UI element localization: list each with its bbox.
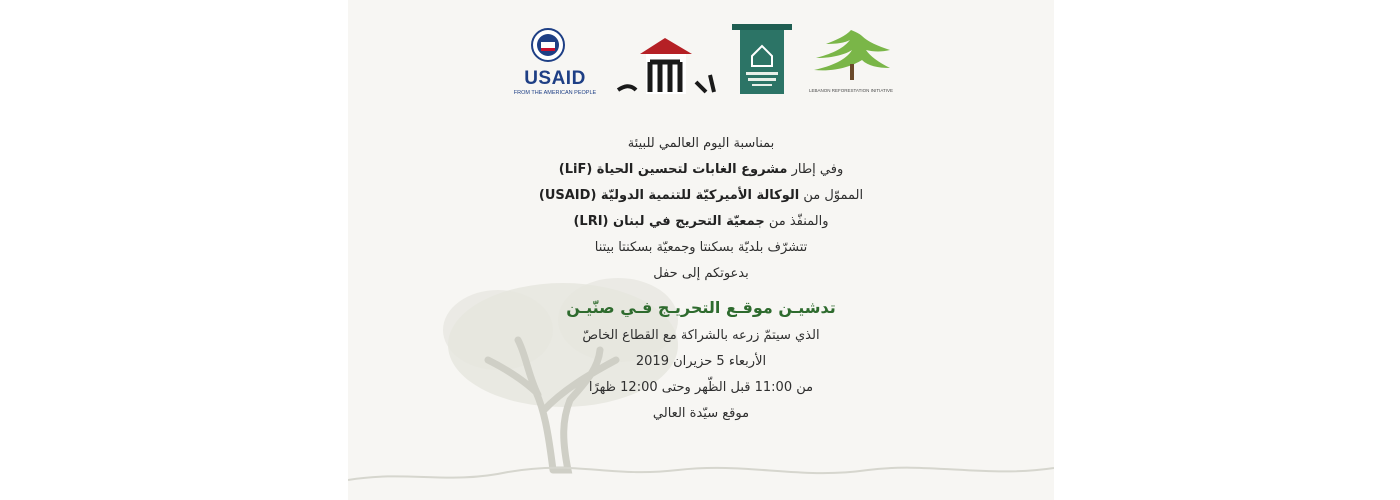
association-logo bbox=[730, 20, 794, 100]
invite-line: بدعوتكم إلى حفل bbox=[653, 266, 749, 281]
usaid-seal-icon bbox=[510, 20, 600, 66]
usaid-wordmark: USAID bbox=[524, 68, 586, 89]
funder-line: المموّل من الوكالة الأميركيّة للتنمية الدوليّة (USAID) bbox=[538, 188, 864, 203]
cedar-tree-icon bbox=[806, 20, 896, 86]
lri-logo bbox=[806, 20, 896, 100]
implementer-line: والمنفّذ من جمعيّة التحريج في لبنان (LRI) bbox=[573, 214, 829, 229]
date-line: الأربعاء 5 حزيران 2019 bbox=[635, 354, 767, 369]
location-line: موقع سيّدة العالي bbox=[652, 406, 750, 421]
logos-row bbox=[348, 20, 1054, 110]
usaid-tagline: FROM THE AMERICAN PEOPLE bbox=[513, 90, 597, 96]
invitation-card bbox=[348, 0, 1054, 500]
invitation-text bbox=[348, 131, 1054, 427]
association-emblem-icon bbox=[730, 20, 794, 100]
partnership-line: الذي سيتمّ زرعه بالشراكة مع القطاع الخاصّ bbox=[582, 328, 820, 343]
usaid-logo bbox=[510, 20, 600, 100]
hosts-line: تتشرّف بلديّة بسكنتا وجمعيّة بسكنتا بيتنا bbox=[594, 240, 808, 255]
event-title: تدشيـن موقـع التحريـج فـي صنّيـن bbox=[566, 298, 836, 317]
time-line: من 11:00 قبل الظّهر وحتى 12:00 ظهرًا bbox=[588, 380, 814, 395]
house-icon bbox=[610, 20, 720, 100]
municipality-logo bbox=[610, 20, 720, 100]
occasion-line: بمناسبة اليوم العالمي للبيئة bbox=[627, 136, 775, 151]
lri-tagline: LEBANON REFORESTATION INITIATIVE bbox=[808, 88, 893, 93]
project-line: وفي إطار مشروع الغابات لتحسين الحياة (LiF) bbox=[558, 162, 844, 177]
